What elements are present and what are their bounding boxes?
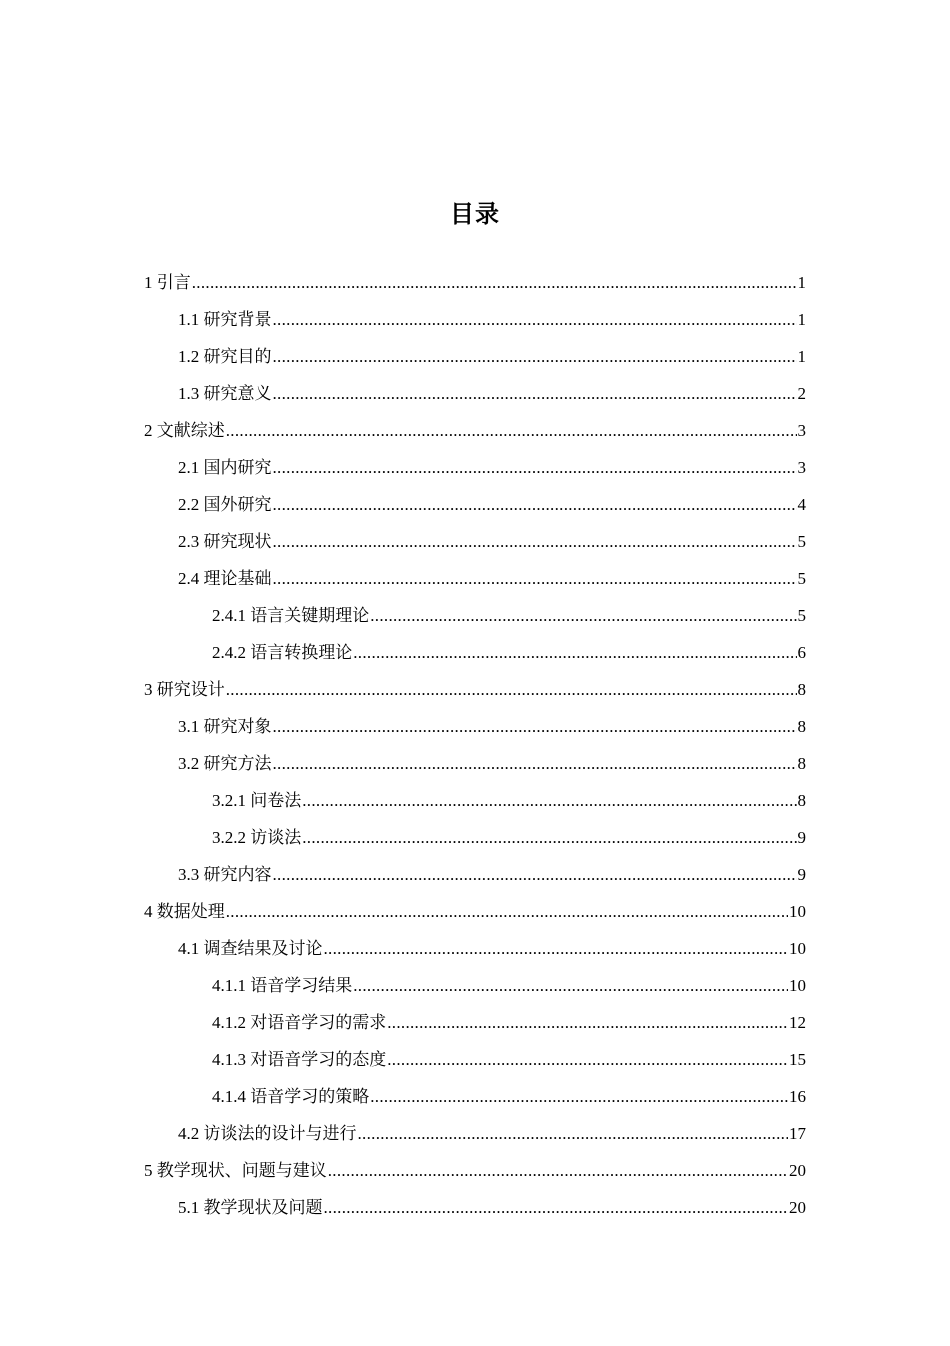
- toc-page-number: 1: [797, 273, 806, 292]
- toc-page-number: 5: [797, 606, 806, 625]
- toc-entry[interactable]: [0, 1041, 950, 1078]
- toc-page-number: 10: [789, 902, 806, 921]
- toc-page-number: 10: [789, 939, 806, 958]
- toc-page-number: 1: [797, 310, 806, 329]
- toc-entry-label: 5 教学现状、问题与建议: [144, 1161, 327, 1180]
- dot-leader: [226, 893, 788, 930]
- toc-page-number: 9: [797, 828, 806, 847]
- toc-entry-label: 4.1 调查结果及讨论: [178, 939, 323, 958]
- toc-entry-label: 1.1 研究背景: [178, 310, 272, 329]
- toc-entry[interactable]: [0, 1189, 950, 1226]
- dot-leader: [273, 449, 797, 486]
- toc-entry-label: 4 数据处理: [144, 902, 225, 921]
- toc-page-number: 1: [797, 347, 806, 366]
- dot-leader: [226, 412, 797, 449]
- page-title: 目录: [450, 200, 500, 229]
- dot-leader: [273, 560, 797, 597]
- dot-leader: [273, 301, 797, 338]
- toc-page-number: 20: [789, 1198, 806, 1217]
- dot-leader: [370, 1078, 788, 1115]
- toc-entry-label: 3.3 研究内容: [178, 865, 272, 884]
- toc-entry[interactable]: [0, 967, 950, 1004]
- toc-entry[interactable]: [0, 264, 950, 301]
- toc-entry-label: 2.4.2 语言转换理论: [212, 643, 353, 662]
- toc-page-number: 12: [789, 1013, 806, 1032]
- dot-leader: [387, 1041, 788, 1078]
- toc-page-number: 16: [789, 1087, 806, 1106]
- toc-entry[interactable]: [0, 1115, 950, 1152]
- dot-leader: [273, 708, 797, 745]
- dot-leader: [324, 930, 789, 967]
- toc-page-number: 8: [797, 754, 806, 773]
- toc-entry[interactable]: [0, 1078, 950, 1115]
- toc-entry-label: 1.2 研究目的: [178, 347, 272, 366]
- toc-entry-label: 4.2 访谈法的设计与进行: [178, 1124, 357, 1143]
- toc-entry[interactable]: [0, 449, 950, 486]
- toc-entry[interactable]: [0, 338, 950, 375]
- dot-leader: [302, 819, 796, 856]
- toc-page-number: 3: [797, 458, 806, 477]
- toc-page-number: 15: [789, 1050, 806, 1069]
- toc-page-number: 2: [797, 384, 806, 403]
- toc-entry[interactable]: [0, 634, 950, 671]
- table-of-contents: [0, 264, 950, 1226]
- toc-page-number: 8: [797, 791, 806, 810]
- toc-page-number: 6: [797, 643, 806, 662]
- toc-page-number: 10: [789, 976, 806, 995]
- toc-page-number: 5: [797, 569, 806, 588]
- toc-page-number: 4: [797, 495, 806, 514]
- dot-leader: [226, 671, 797, 708]
- toc-entry[interactable]: [0, 819, 950, 856]
- dot-leader: [192, 264, 797, 301]
- toc-entry-label: 2.4 理论基础: [178, 569, 272, 588]
- toc-entry-label: 3.2 研究方法: [178, 754, 272, 773]
- dot-leader: [353, 634, 796, 671]
- toc-entry[interactable]: [0, 708, 950, 745]
- dot-leader: [324, 1189, 789, 1226]
- toc-entry[interactable]: [0, 856, 950, 893]
- toc-entry[interactable]: [0, 412, 950, 449]
- dot-leader: [387, 1004, 788, 1041]
- toc-page-number: 17: [789, 1124, 806, 1143]
- toc-entry[interactable]: [0, 930, 950, 967]
- toc-page-number: 3: [797, 421, 806, 440]
- toc-entry-label: 1.3 研究意义: [178, 384, 272, 403]
- toc-entry[interactable]: [0, 782, 950, 819]
- toc-entry-label: 3.2.1 问卷法: [212, 791, 302, 810]
- dot-leader: [353, 967, 788, 1004]
- toc-page-number: 8: [797, 680, 806, 699]
- toc-entry-label: 2.3 研究现状: [178, 532, 272, 551]
- toc-page-number: 5: [797, 532, 806, 551]
- dot-leader: [273, 338, 797, 375]
- dot-leader: [273, 745, 797, 782]
- toc-entry-label: 3.1 研究对象: [178, 717, 272, 736]
- dot-leader: [273, 375, 797, 412]
- dot-leader: [273, 523, 797, 560]
- toc-entry-label: 4.1.2 对语音学习的需求: [212, 1013, 387, 1032]
- toc-page-number: 8: [797, 717, 806, 736]
- toc-entry-label: 1 引言: [144, 273, 191, 292]
- dot-leader: [273, 856, 797, 893]
- toc-entry-label: 3.2.2 访谈法: [212, 828, 302, 847]
- toc-entry-label: 2.1 国内研究: [178, 458, 272, 477]
- toc-entry[interactable]: [0, 893, 950, 930]
- toc-entry-label: 4.1.4 语音学习的策略: [212, 1087, 370, 1106]
- toc-entry-label: 2.4.1 语言关键期理论: [212, 606, 370, 625]
- dot-leader: [273, 486, 797, 523]
- toc-entry[interactable]: [0, 301, 950, 338]
- toc-entry-label: 4.1.1 语音学习结果: [212, 976, 353, 995]
- toc-entry[interactable]: [0, 671, 950, 708]
- toc-entry-label: 2.2 国外研究: [178, 495, 272, 514]
- dot-leader: [328, 1152, 788, 1189]
- toc-entry-label: 4.1.3 对语音学习的态度: [212, 1050, 387, 1069]
- toc-entry[interactable]: [0, 560, 950, 597]
- toc-entry[interactable]: [0, 1152, 950, 1189]
- toc-page-number: 20: [789, 1161, 806, 1180]
- toc-entry-label: 5.1 教学现状及问题: [178, 1198, 323, 1217]
- toc-entry[interactable]: [0, 597, 950, 634]
- toc-entry-label: 3 研究设计: [144, 680, 225, 699]
- dot-leader: [370, 597, 796, 634]
- dot-leader: [358, 1115, 789, 1152]
- dot-leader: [302, 782, 796, 819]
- toc-page-number: 9: [797, 865, 806, 884]
- toc-entry[interactable]: [0, 523, 950, 560]
- toc-entry[interactable]: [0, 375, 950, 412]
- toc-entry[interactable]: [0, 1004, 950, 1041]
- toc-entry[interactable]: [0, 745, 950, 782]
- toc-entry-label: 2 文献综述: [144, 421, 225, 440]
- toc-entry[interactable]: [0, 486, 950, 523]
